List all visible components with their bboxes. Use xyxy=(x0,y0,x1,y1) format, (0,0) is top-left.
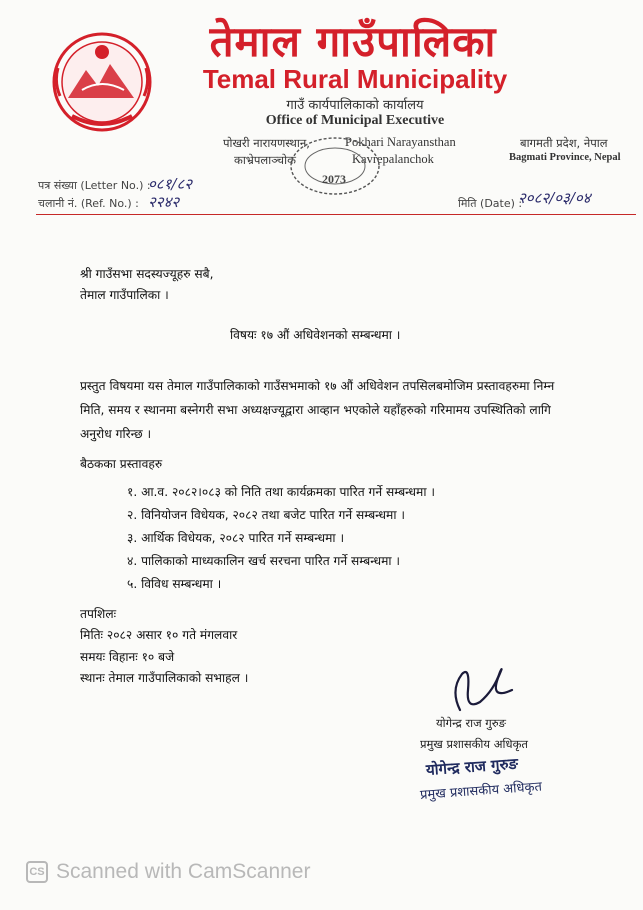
letter-number-value: ०८१/८२ xyxy=(148,175,193,193)
letter-number-label: पत्र संख्या (Letter No.) : xyxy=(38,179,151,192)
office-name-nepali: गाउँ कार्यपालिकाको कार्यालय xyxy=(286,98,424,113)
signature-seal-designation: प्रमुख प्रशासकीय अधिकृत xyxy=(419,779,543,803)
reference-number-label: चलानी नं. (Ref. No.) : xyxy=(38,197,139,210)
scanner-label: Scanned with CamScanner xyxy=(56,860,311,883)
camscanner-logo-icon: CS xyxy=(26,861,48,883)
address-nepali-line-2: काभ्रेपलाञ्चोक xyxy=(234,153,296,167)
address-english-line-2: Kavrepalanchok xyxy=(352,152,434,166)
address-english-line-1: Pokhari Narayansthan xyxy=(345,135,456,149)
paragraph-line-2: मिति, समय र स्थानमा बस्नेगरी सभा अध्यक्षज्यूद्वारा आव्हान भएकोले यहाँहरुको गरिमामय उपस्थितिको लागि xyxy=(80,403,551,417)
meeting-time: समयः विहानः १० बजे xyxy=(80,650,175,664)
agenda-heading: बैठकका प्रस्तावहरु xyxy=(80,457,163,471)
signatory-name: योगेन्द्र राज गुरुङ xyxy=(436,716,506,730)
signature-seal-name: योगेन्द्र राज गुरुङ xyxy=(425,754,519,779)
municipality-emblem-icon xyxy=(48,28,156,140)
agenda-item: ३. आर्थिक विधेयक, २०८२ पारित गर्ने सम्बन्धमा । xyxy=(127,531,345,545)
addressee-line-2: तेमाल गाउँपालिका । xyxy=(80,288,169,302)
addressee-line-1: श्री गाउँसभा सदस्यज्यूहरु सबै, xyxy=(80,267,214,281)
details-heading: तपशिलः xyxy=(80,607,117,621)
province-nepali: बागमती प्रदेश, नेपाल xyxy=(520,136,608,150)
municipality-title-english: Temal Rural Municipality xyxy=(202,64,508,94)
agenda-item: ५. विविध सम्बन्धमा । xyxy=(127,577,222,591)
municipality-title-nepali: तेमाल गाउँपालिका xyxy=(209,17,497,66)
letterhead-divider xyxy=(36,214,636,215)
reference-number-value: २२४२ xyxy=(148,193,180,211)
office-name-english: Office of Municipal Executive xyxy=(265,113,445,128)
address-nepali-line-1: पोखरी नारायणस्थान, xyxy=(223,136,310,150)
meeting-place: स्थानः तेमाल गाउँपालिकाको सभाहल । xyxy=(80,671,249,685)
stamp-year: 2073 xyxy=(322,172,346,186)
date-value: २०८२/०३/०४ xyxy=(518,189,591,207)
paragraph-line-3: अनुरोध गरिन्छ । xyxy=(80,427,152,441)
office-stamp-icon xyxy=(280,130,390,202)
subject-line: विषयः १७ औं अधिवेशनको सम्बन्धमा । xyxy=(230,328,401,342)
agenda-item: १. आ.व. २०८२।०८३ को निति तथा कार्यक्रमका पारित गर्ने सम्बन्धमा । xyxy=(127,485,435,499)
province-english: Bagmati Province, Nepal xyxy=(509,152,621,163)
agenda-item: २. विनियोजन विधेयक, २०८२ तथा बजेट पारित गर्ने सम्बन्धमा । xyxy=(127,508,405,522)
meeting-date: मितिः २०८२ असार १० गते मंगलवार xyxy=(80,628,238,642)
paragraph-line-1: प्रस्तुत विषयमा यस तेमाल गाउँपालिकाको गाउँसभमाको १७ औं अधिवेशन तपसिलबमोजिम प्रस्तावहरुमा निम्न xyxy=(80,379,555,393)
signatory-designation: प्रमुख प्रशासकीय अधिकृत xyxy=(420,737,528,751)
scanner-watermark xyxy=(26,860,310,884)
date-label: मिति (Date) : xyxy=(458,197,523,210)
agenda-item: ४. पालिकाको माध्यकालिन खर्च सरचना पारित गर्ने सम्बन्धमा । xyxy=(127,554,401,568)
handwritten-signature xyxy=(440,660,530,720)
